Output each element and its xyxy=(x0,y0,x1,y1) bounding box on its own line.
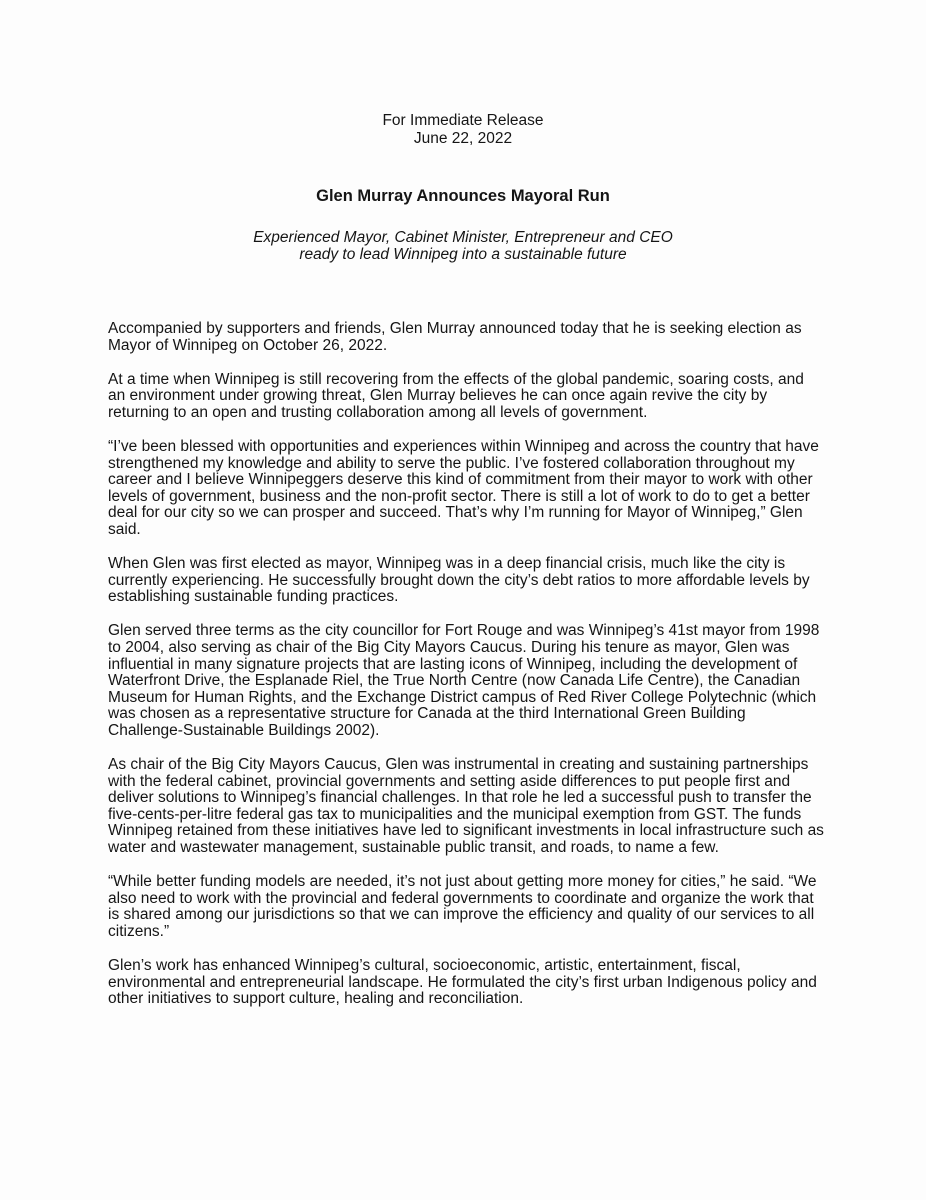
subheadline-line-2: ready to lead Winnipeg into a sustainable future xyxy=(299,246,627,263)
paragraph-funding-quote: “While better funding models are needed, it’s not just about getting more money for cities,” he said. “We also need to work with the provincial and federal governments to coordinate and organize the work that is shared among our jurisdictions so that we can improve the efficiency and quality of our services to all citizens.” xyxy=(108,873,817,940)
paragraph-legacy: Glen’s work has enhanced Winnipeg’s cultural, socioeconomic, artistic, entertainment, fiscal, environmental and entrepreneurial landscape. He formulated the city’s first urban Indigenous policy and other initiatives to support culture, healing and reconciliation. xyxy=(108,956,817,1008)
paragraph-caucus: As chair of the Big City Mayors Caucus, Glen was instrumental in creating and sustaining partnerships with the federal cabinet, provincial governments and setting aside differences to put people first and deliver solutions to Winnipeg’s financial challenges. In that role he led a successful push to transfer the five-cents-per-litre federal gas tax to municipalities and the municipal exemption from GST. The funds Winnipeg retained from these initiatives have led to significant investments in local infrastructure such as water and wastewater management, sustainable public transit, and roads, to name a few. xyxy=(108,755,824,856)
subheadline xyxy=(180,229,746,263)
paragraph-quote: “I’ve been blessed with opportunities and experiences within Winnipeg and across the country that have strengthened my knowledge and ability to serve the public. I’ve fostered collaboration throughout my career and I believe Winnipeggers deserve this kind of commitment from their mayor to work with other levels of government, business and the non-profit sector. There is still a lot of work to do to get a better deal for our city so we can prosper and succeed. That’s why I’m running for Mayor of Winnipeg,” Glen said. xyxy=(108,437,819,538)
page-title: Glen Murray Announces Mayoral Run xyxy=(316,187,610,205)
paragraph-announcement: Accompanied by supporters and friends, Glen Murray announced today that he is seeking election as Mayor of Winnipeg on October 26, 2022. xyxy=(108,320,802,354)
paragraph-context: At a time when Winnipeg is still recovering from the effects of the global pandemic, soaring costs, and an environment under growing threat, Glen Murray believes he can once again revive the city by returning to an open and trusting collaboration among all levels of government. xyxy=(108,370,804,421)
release-label: For Immediate Release xyxy=(382,112,544,129)
body-text xyxy=(108,321,824,1025)
release-date: June 22, 2022 xyxy=(413,130,513,147)
paragraph-financial-record: When Glen was first elected as mayor, Winnipeg was in a deep financial crisis, much like the city is currently experiencing. He successfully brought down the city’s debt ratios to more affordable levels by establishing sustainable funding practices. xyxy=(108,555,810,606)
subheadline-line-1: Experienced Mayor, Cabinet Minister, Entrepreneur and CEO xyxy=(253,229,673,246)
paragraph-career: Glen served three terms as the city councillor for Fort Rouge and was Winnipeg’s 41st mayor from 1998 to 2004, also serving as chair of the Big City Mayors Caucus. During his tenure as mayor, Glen was influential in many signature projects that are lasting icons of Winnipeg, including the development of Waterfront Drive, the Esplanade Riel, the True North Centre (now Canada Life Centre), the Canadian Museum for Human Rights, and the Exchange District campus of Red River College Polytechnic (which was chosen as a representative structure for Canada at the third International Green Building Challenge-Sustainable Buildings 2002). xyxy=(108,622,820,739)
